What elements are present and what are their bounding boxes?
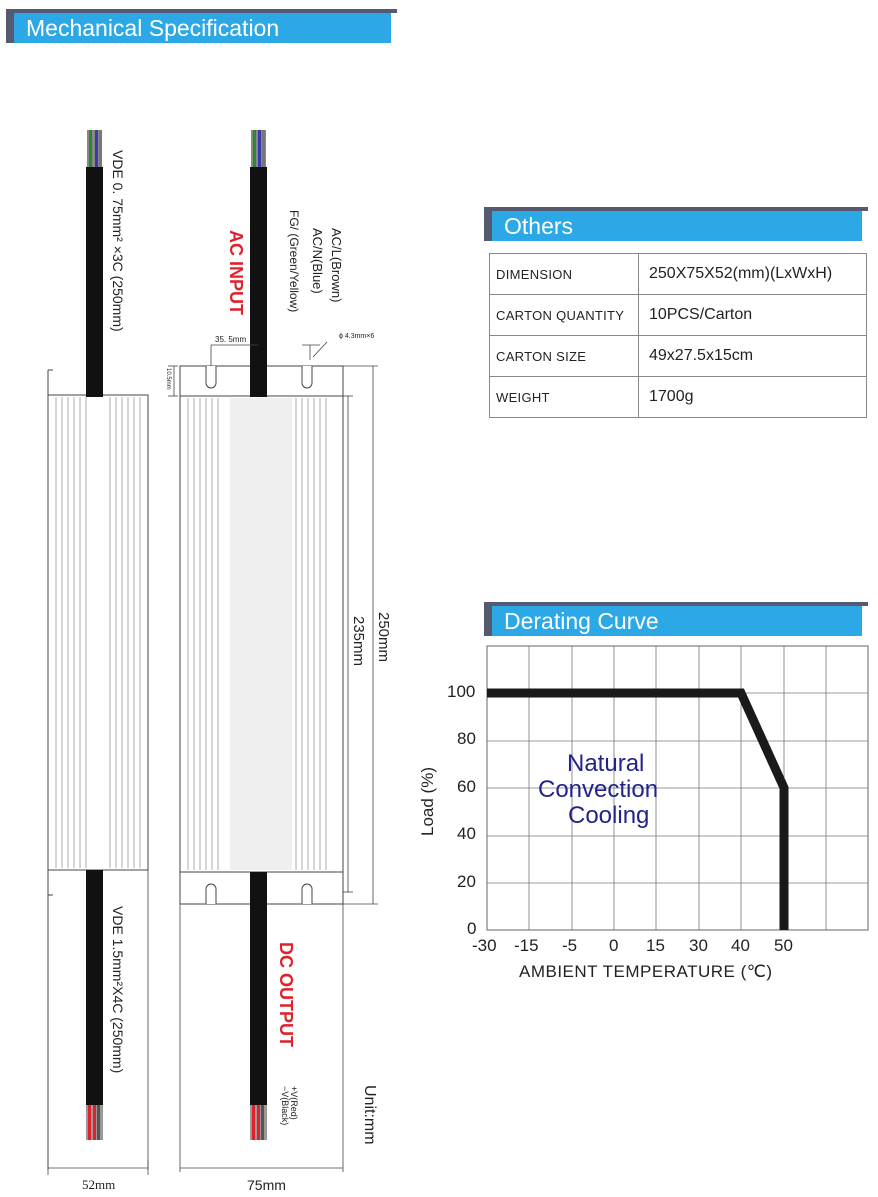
dim-250: 250mm (375, 612, 392, 663)
ac-input-label: AC INPUT (226, 230, 246, 315)
side-bottom-cable (86, 870, 103, 1110)
width-75: 75mm (247, 1177, 286, 1193)
width-52: 52mm (82, 1177, 116, 1192)
row-value: 49x27.5x15cm (639, 336, 867, 377)
y-tick-label: 0 (467, 919, 477, 938)
chart-xlabel: AMBIENT TEMPERATURE (℃) (519, 962, 773, 981)
annotation-line-2: Convection (538, 776, 659, 803)
others-title: Others (504, 213, 574, 239)
y-tick-label: 100 (447, 682, 476, 701)
x-tick-label: 0 (609, 936, 619, 955)
derating-title: Derating Curve (504, 608, 659, 634)
hole-spec: ϕ 4.3mm×6 (339, 333, 375, 340)
row-value: 1700g (639, 377, 867, 418)
row-label: CARTON QUANTITY (490, 295, 639, 336)
x-tick-label: -30 (472, 936, 497, 955)
x-tick-label: 15 (646, 936, 665, 955)
label-panel (230, 398, 292, 870)
vblack-label: −V(Black) (280, 1086, 290, 1126)
row-label: DIMENSION (490, 254, 639, 295)
row-label: WEIGHT (490, 377, 639, 418)
y-tick-label: 80 (457, 729, 476, 749)
x-tick-label: -15 (514, 936, 539, 955)
mechanical-spec-title: Mechanical Specification (26, 15, 280, 41)
x-tick-label: -5 (562, 936, 578, 955)
vde-bottom-spec: VDE 1.5mm²X4C (250mm) (110, 906, 126, 1074)
vde-top-spec: VDE 0. 75mm² ×3C (250mm) (110, 150, 126, 332)
x-tick-label: 40 (731, 936, 750, 955)
chart-ylabel: Load (%) (418, 767, 437, 836)
dim-35-5: 35. 5mm (215, 335, 247, 344)
annotation-line-3: Cooling (568, 802, 650, 829)
y-tick-label: 40 (457, 824, 476, 844)
annotation-line-1: Natural (567, 750, 645, 777)
row-value: 10PCS/Carton (639, 295, 867, 336)
row-value: 250X75X52(mm)(LxWxH) (639, 254, 867, 295)
unit-label: Unit:mm (361, 1085, 378, 1145)
dim-235: 235mm (350, 616, 367, 667)
y-tick-label: 20 (457, 871, 476, 891)
vred-label: +V(Red) (289, 1086, 299, 1120)
top-view-input-cable (250, 167, 267, 397)
side-view-body (48, 395, 148, 870)
dc-output-label: DC OUTPUT (276, 942, 296, 1047)
top-view-output-cable (250, 872, 267, 1107)
acl-wire-label: AC/L(Brown) (329, 228, 344, 303)
fg-wire-label: FG/ (Green/Yellow) (287, 210, 301, 313)
x-tick-label: 50 (774, 936, 793, 955)
dim-10-5: 10.5mm (165, 368, 171, 390)
y-tick-label: 60 (457, 776, 476, 796)
x-tick-label: 30 (689, 936, 708, 955)
acn-wire-label: AC/N(Blue) (310, 228, 325, 294)
row-label: CARTON SIZE (490, 336, 639, 377)
side-top-cable (86, 167, 103, 397)
